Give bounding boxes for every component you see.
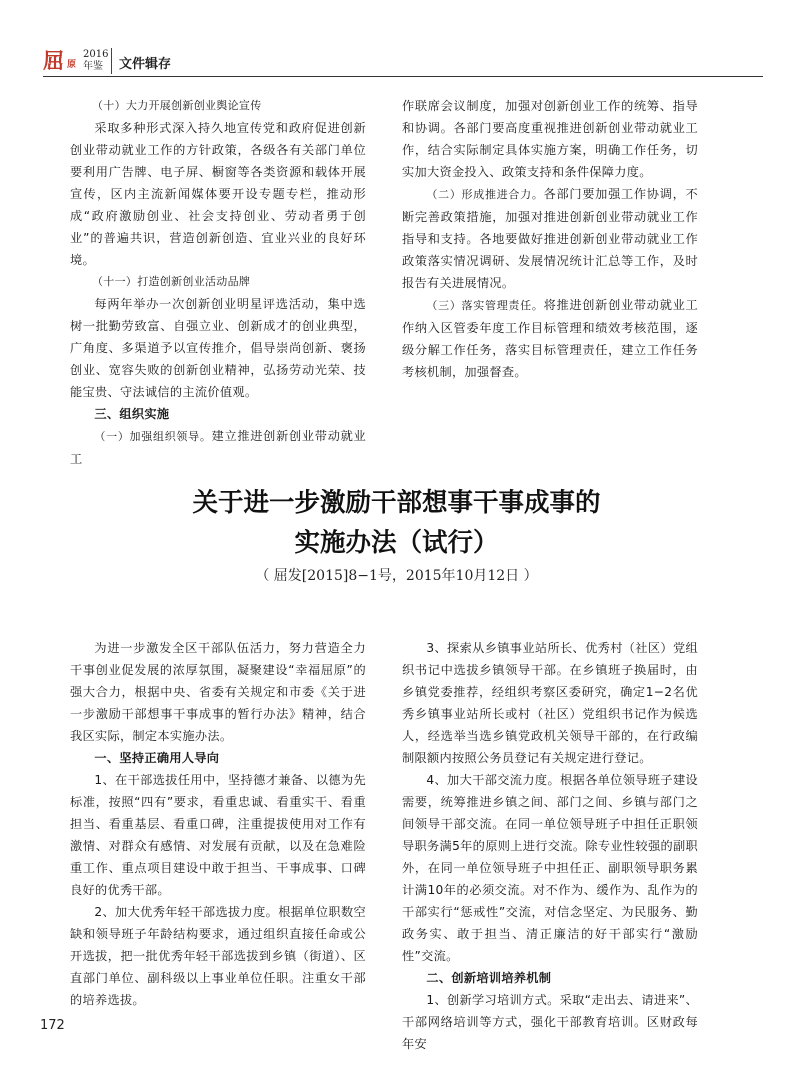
page-header [43,46,763,76]
top-left-column [70,95,366,470]
paragraph-responsibility [402,294,698,383]
synergy-text: 各部门要加强工作协调，不断完善政策措施，加强对推进创新创业带动就业工作指导和支持。各地要做好推进创新创业带动就业工作政策落实情况调研、发展情况统计汇总等工作，及时报告有关进展情况。 [402,187,698,290]
yearbook-logo: 屈 [43,48,64,73]
paragraph-11: 每两年举办一次创新创业明星评选活动，集中选树一批勤劳致富、自强立业、创新成才的创业典型，广角度、多渠道予以宣传推介，倡导崇尚创新、褒扬创业、宽容失败的创新创业精神，弘扬劳动光荣、技能宝贵、守法诚信的主流价值观。 [70,297,366,399]
intro-paragraph: 为进一步激发全区干部队伍活力，努力营造全力干事创业促发展的浓厚氛围，凝聚建设“幸福屈原”的强大合力，根据中央、省委有关规定和市委《关于进一步激励干部想事干事成事的暂行办法》精神，结合我区实际，制定本实施办法。 [70,641,366,743]
leadership-text: 建立推进创新创业带动就业工 [70,429,366,466]
item-4: 4、加大干部交流力度。根据各单位领导班子建设需要，统筹推进乡镇之间、部门之间、乡镇与部门之间领导干部交流。在同一单位领导班子中担任正职领导职务满5年的原则上进行交流。除专业性较强的副职外，在同一单位领导班子中担任正、副职领导职务累计满10年的必须交流。对不作为、缓作为、乱作为的干部实行“惩戒性”交流，对信念坚定、为民服务、勤政务实、敢于担当、清正廉洁的好干部实行“激励性”交流。 [402,773,698,963]
header-divider [111,48,112,74]
paragraph-leadership [70,425,366,470]
item-3: 3、探索从乡镇事业站所长、优秀村（社区）党组织书记中选拔乡镇领导干部。在乡镇班子换届时，由乡镇党委推荐，经组织考察区委研究，确定1−2名优秀乡镇事业站所长或村（社区）党组织书记作为候选人，经选举当选乡镇党政机关领导干部的，在行政编制限额内按照公务员登记有关规定进行登记。 [402,641,698,765]
paragraph-synergy [402,183,698,294]
bottom-left-column [70,637,366,1011]
article-title-line1: 关于进一步激励干部想事干事成事的 [192,488,601,518]
yearbook-label: 年鉴 [83,61,103,72]
document-number: （ 屈发[2015]8−1号，2015年10月12日 ） [255,568,538,584]
subheading-10: （十）大力开展创新创业舆论宣传 [92,99,262,112]
bottom-right-column [402,637,698,1055]
paragraph-continued: 作联席会议制度，加强对创新创业工作的统筹、指导和协调。各部门要高度重视推进创新创业带动就业工作，结合实际制定具体实施方案，明确工作任务，切实加大资金投入、政策支持和条件保障力度。 [402,99,698,179]
item-2: 2、加大优秀年轻干部选拔力度。根据单位职数空缺和领导班子年龄结构要求，通过组织直接任命或公开选拔，把一批优秀年轻干部选拔到乡镇（街道）、区直部门单位、副科级以上事业单位任职。注重女干部的培养选拔。 [70,905,366,1007]
top-right-column [402,95,698,383]
yearbook-logo-sub: 原 [67,60,77,70]
item-5: 1、创新学习培训方式。采取“走出去、请进来”、干部网络培训等方式，强化干部教育培训。区财政每年安 [402,993,698,1051]
paragraph-10: 采取多种形式深入持久地宣传党和政府促进创新创业带动就业工作的方针政策，各级各有关部门单位要利用广告牌、电子屏、橱窗等各类资源和载体开展宣传，区内主流新闻媒体要开设专题专栏，推动形成“政府激励创业、社会支持创业、劳动者勇于创业”的普遍共识，营造创新创造、宜业兴业的良好环境。 [70,121,366,267]
leadership-lead: （一）加强组织领导。 [94,430,212,443]
subheading-11: （十一）打造创新创业活动品牌 [92,275,251,288]
synergy-lead: （二）形成推进合力。 [426,188,544,201]
responsibility-lead: （三）落实管理责任。 [426,299,544,312]
header-rule [43,76,763,77]
article-title-line2: 实施办法（试行） [294,528,499,558]
yearbook-year: 2016 [83,49,109,60]
heading-employment-orientation: 一、坚持正确用人导向 [94,751,220,765]
item-1: 1、在干部选拔任用中，坚持德才兼备、以德为先标准，按照“四有”要求，看重忠诚、看重实干、看重担当、看重基层、看重口碑，注重提拔使用对工作有激情、对群众有感情、对发展有贡献，以及在急难险重工作、重点项目建设中敢于担当、干事成事、口碑良好的优秀干部。 [70,773,366,897]
section-name: 文件辑存 [119,57,172,72]
page-number: 172 [40,1018,65,1033]
responsibility-text: 将推进创新创业带动就业工作纳入区管委年度工作目标管理和绩效考核范围，逐级分解工作任务，落实目标管理责任，建立工作任务考核机制，加强督查。 [402,298,698,379]
heading-training-mechanism: 二、创新培训培养机制 [426,971,552,985]
heading-organization: 三、组织实施 [94,407,170,421]
